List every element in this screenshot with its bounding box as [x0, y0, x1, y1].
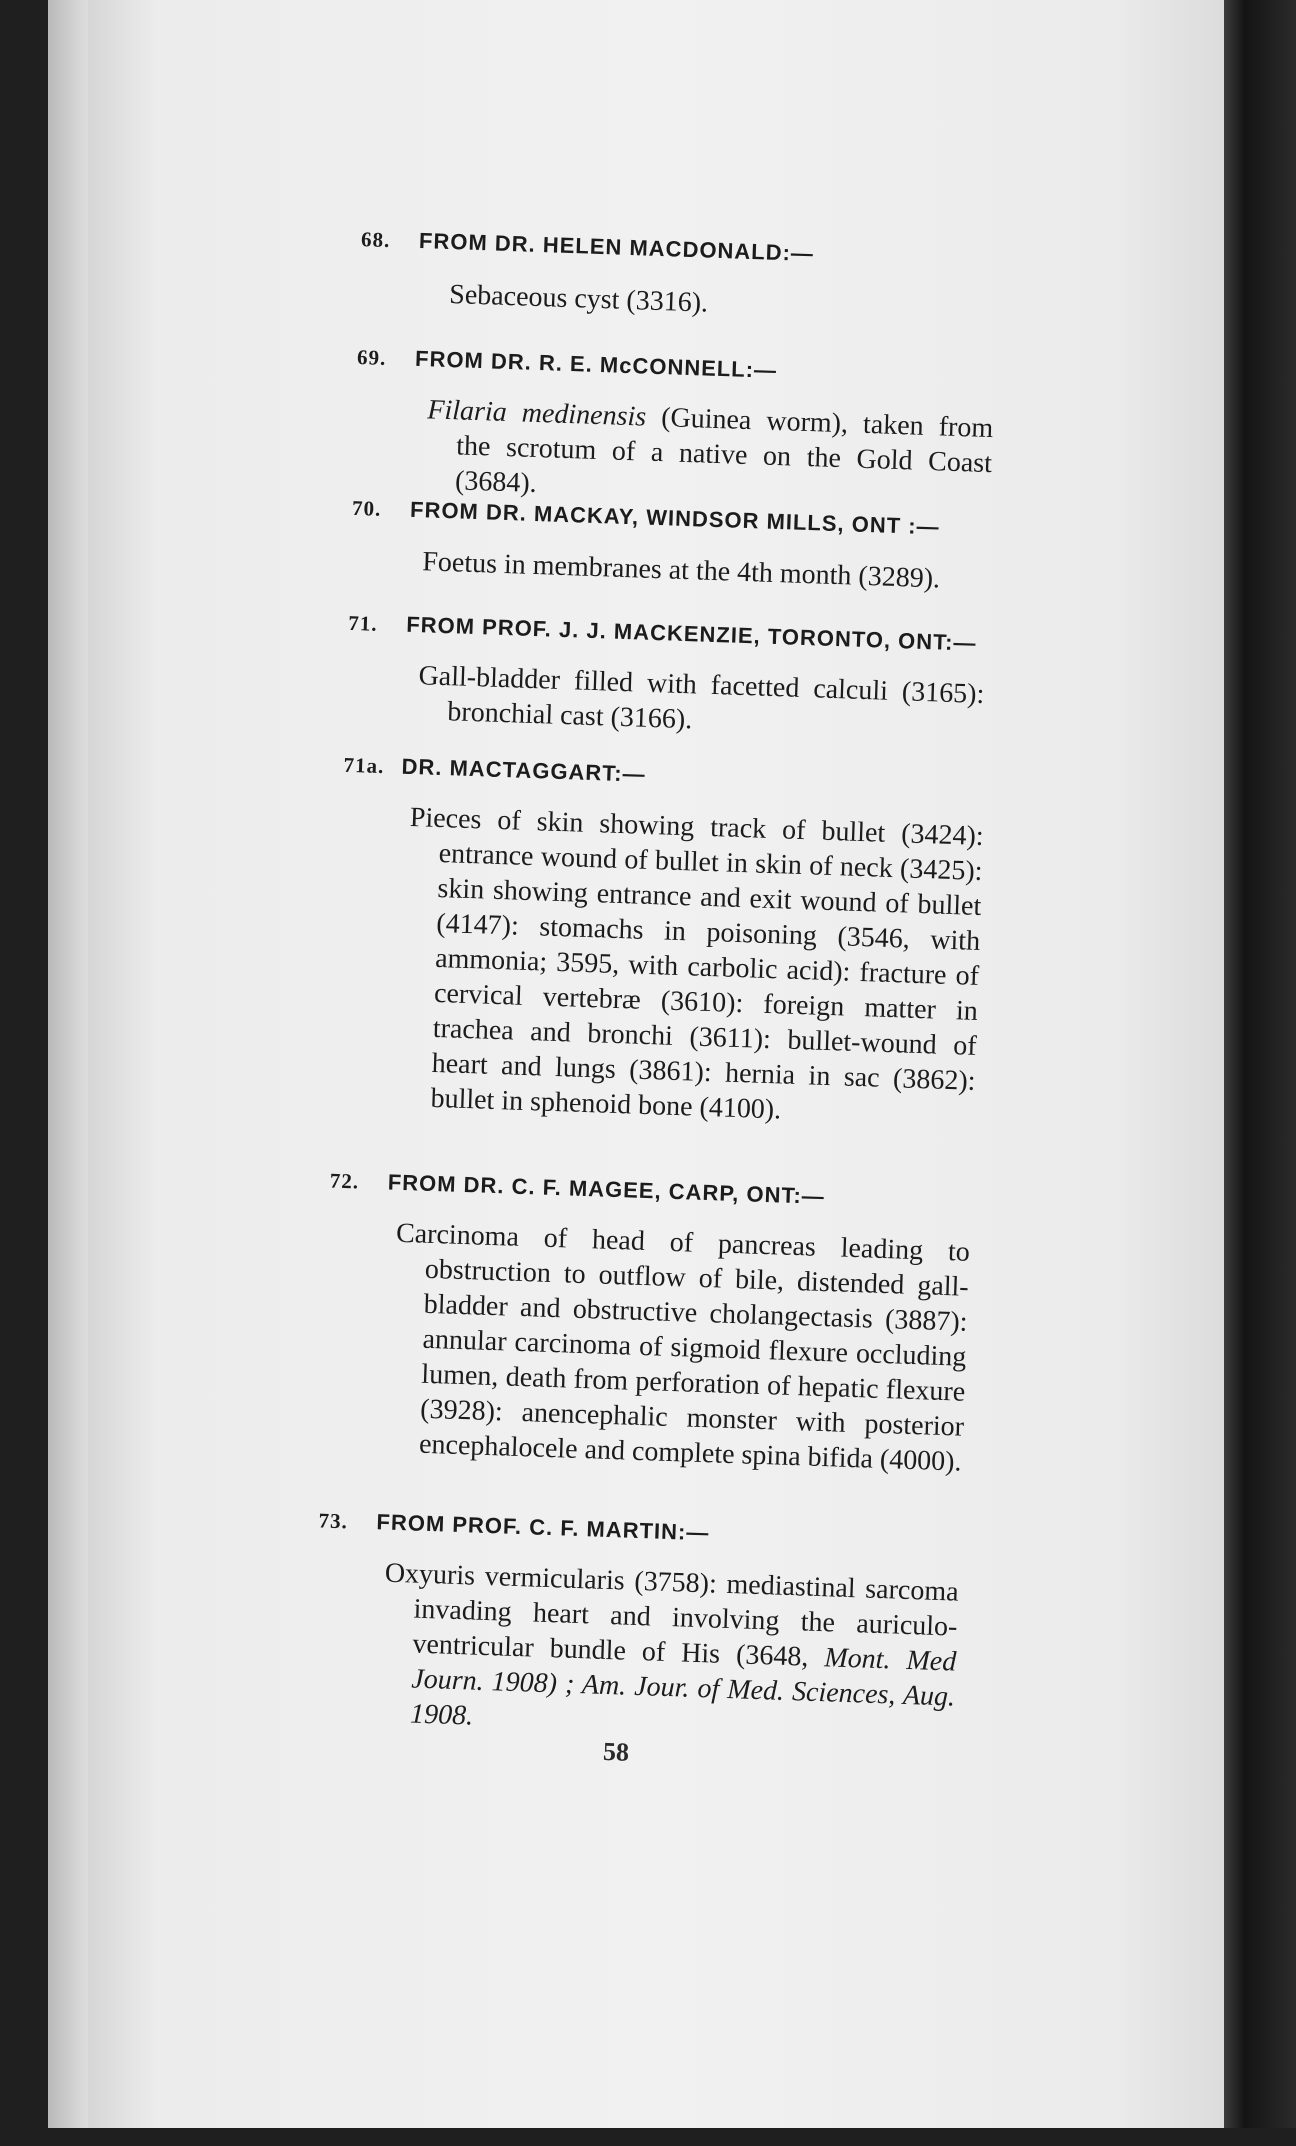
entry-69-heading — [357, 344, 778, 384]
entry-68-body: Sebaceous cyst (3316). — [448, 279, 709, 319]
entry-number: 71a. — [343, 752, 385, 779]
entry-number: 72. — [329, 1168, 360, 1194]
entry-68-heading — [361, 226, 815, 267]
entry-70-body: Foetus in membranes at the 4th month (3289). — [421, 546, 941, 595]
entry-71-body: Gall-bladder filled with facetted calculi (3165): bronchial cast (3166). — [418, 660, 985, 736]
page-text — [51, 0, 1257, 2146]
entry-heading-text: FROM DR. HELEN MACDONALD:— — [418, 227, 815, 267]
species-name: Filaria medinensis — [426, 394, 647, 433]
entry-heading-text: FROM PROF. C. F. MARTIN:— — [376, 1509, 710, 1546]
entry-69-body: Filaria medinensis (Guinea worm), taken from the scrotum of a native on the Gold Coast (3684). — [426, 394, 994, 500]
entry-73-body: Oxyuris vermicularis (3758): mediastinal sarcoma invading heart and involving the auriculo-ventricular bundle of His (3648, Mont. Med Journ. 1908) ; Am. Jour. of Med. Sciences, Aug. 1908. — [384, 1557, 960, 1732]
entry-number: 71. — [347, 610, 378, 636]
citation-italic: Mont. Med Journ. 1908) ; Am. Jour. of Med. Sciences, Aug. 1908. — [409, 1642, 957, 1732]
entry-71a-heading — [343, 752, 646, 788]
entry-heading-text: FROM DR. MACKAY, WINDSOR MILLS, ONT :— — [409, 496, 940, 540]
book-page — [88, 0, 1224, 2128]
page-number: 58 — [602, 1736, 630, 1767]
entry-number: 70. — [351, 495, 382, 521]
entry-72-heading — [329, 1168, 825, 1210]
entry-heading-text: DR. MACTAGGART:— — [401, 753, 647, 787]
entry-71a-body: Pieces of skin showing track of bullet (3424): entrance wound of bullet in skin of neck (3425): skin showing entrance and exit wound of bullet (4147): stomachs in poisoning (3546, with ammonia; 3595, with carbolic acid): fracture of cervical vertebræ (3610): foreign matter in trachea and bronchi (3611): bullet-wound of heart and lungs (3861): hernia in sac (3862): bullet in sphenoid bone (4100). — [409, 802, 985, 1126]
entry-72-body: Carcinoma of head of pancreas leading to obstruction to outflow of bile, distended gall-bladder and obstructive cholangectasis (3887): annular carcinoma of sigmoid flexure occluding lumen, death from perforation of hepatic flexure (3928): anencephalic monster with posterior encephalocele and complete spina bifida (4000). — [395, 1217, 971, 1478]
entry-number: 68. — [360, 227, 391, 253]
entry-heading-text: FROM DR. C. F. MAGEE, CARP, ONT:— — [387, 1169, 826, 1209]
entry-71-heading — [348, 610, 977, 657]
entry-heading-text: FROM PROF. J. J. MACKENZIE, TORONTO, ONT:— — [405, 611, 977, 656]
entry-number: 69. — [356, 345, 387, 370]
entry-73-heading — [318, 1507, 710, 1546]
entry-heading-text: FROM DR. R. E. McCONNELL:— — [414, 345, 778, 383]
entry-number: 73. — [318, 1508, 349, 1534]
